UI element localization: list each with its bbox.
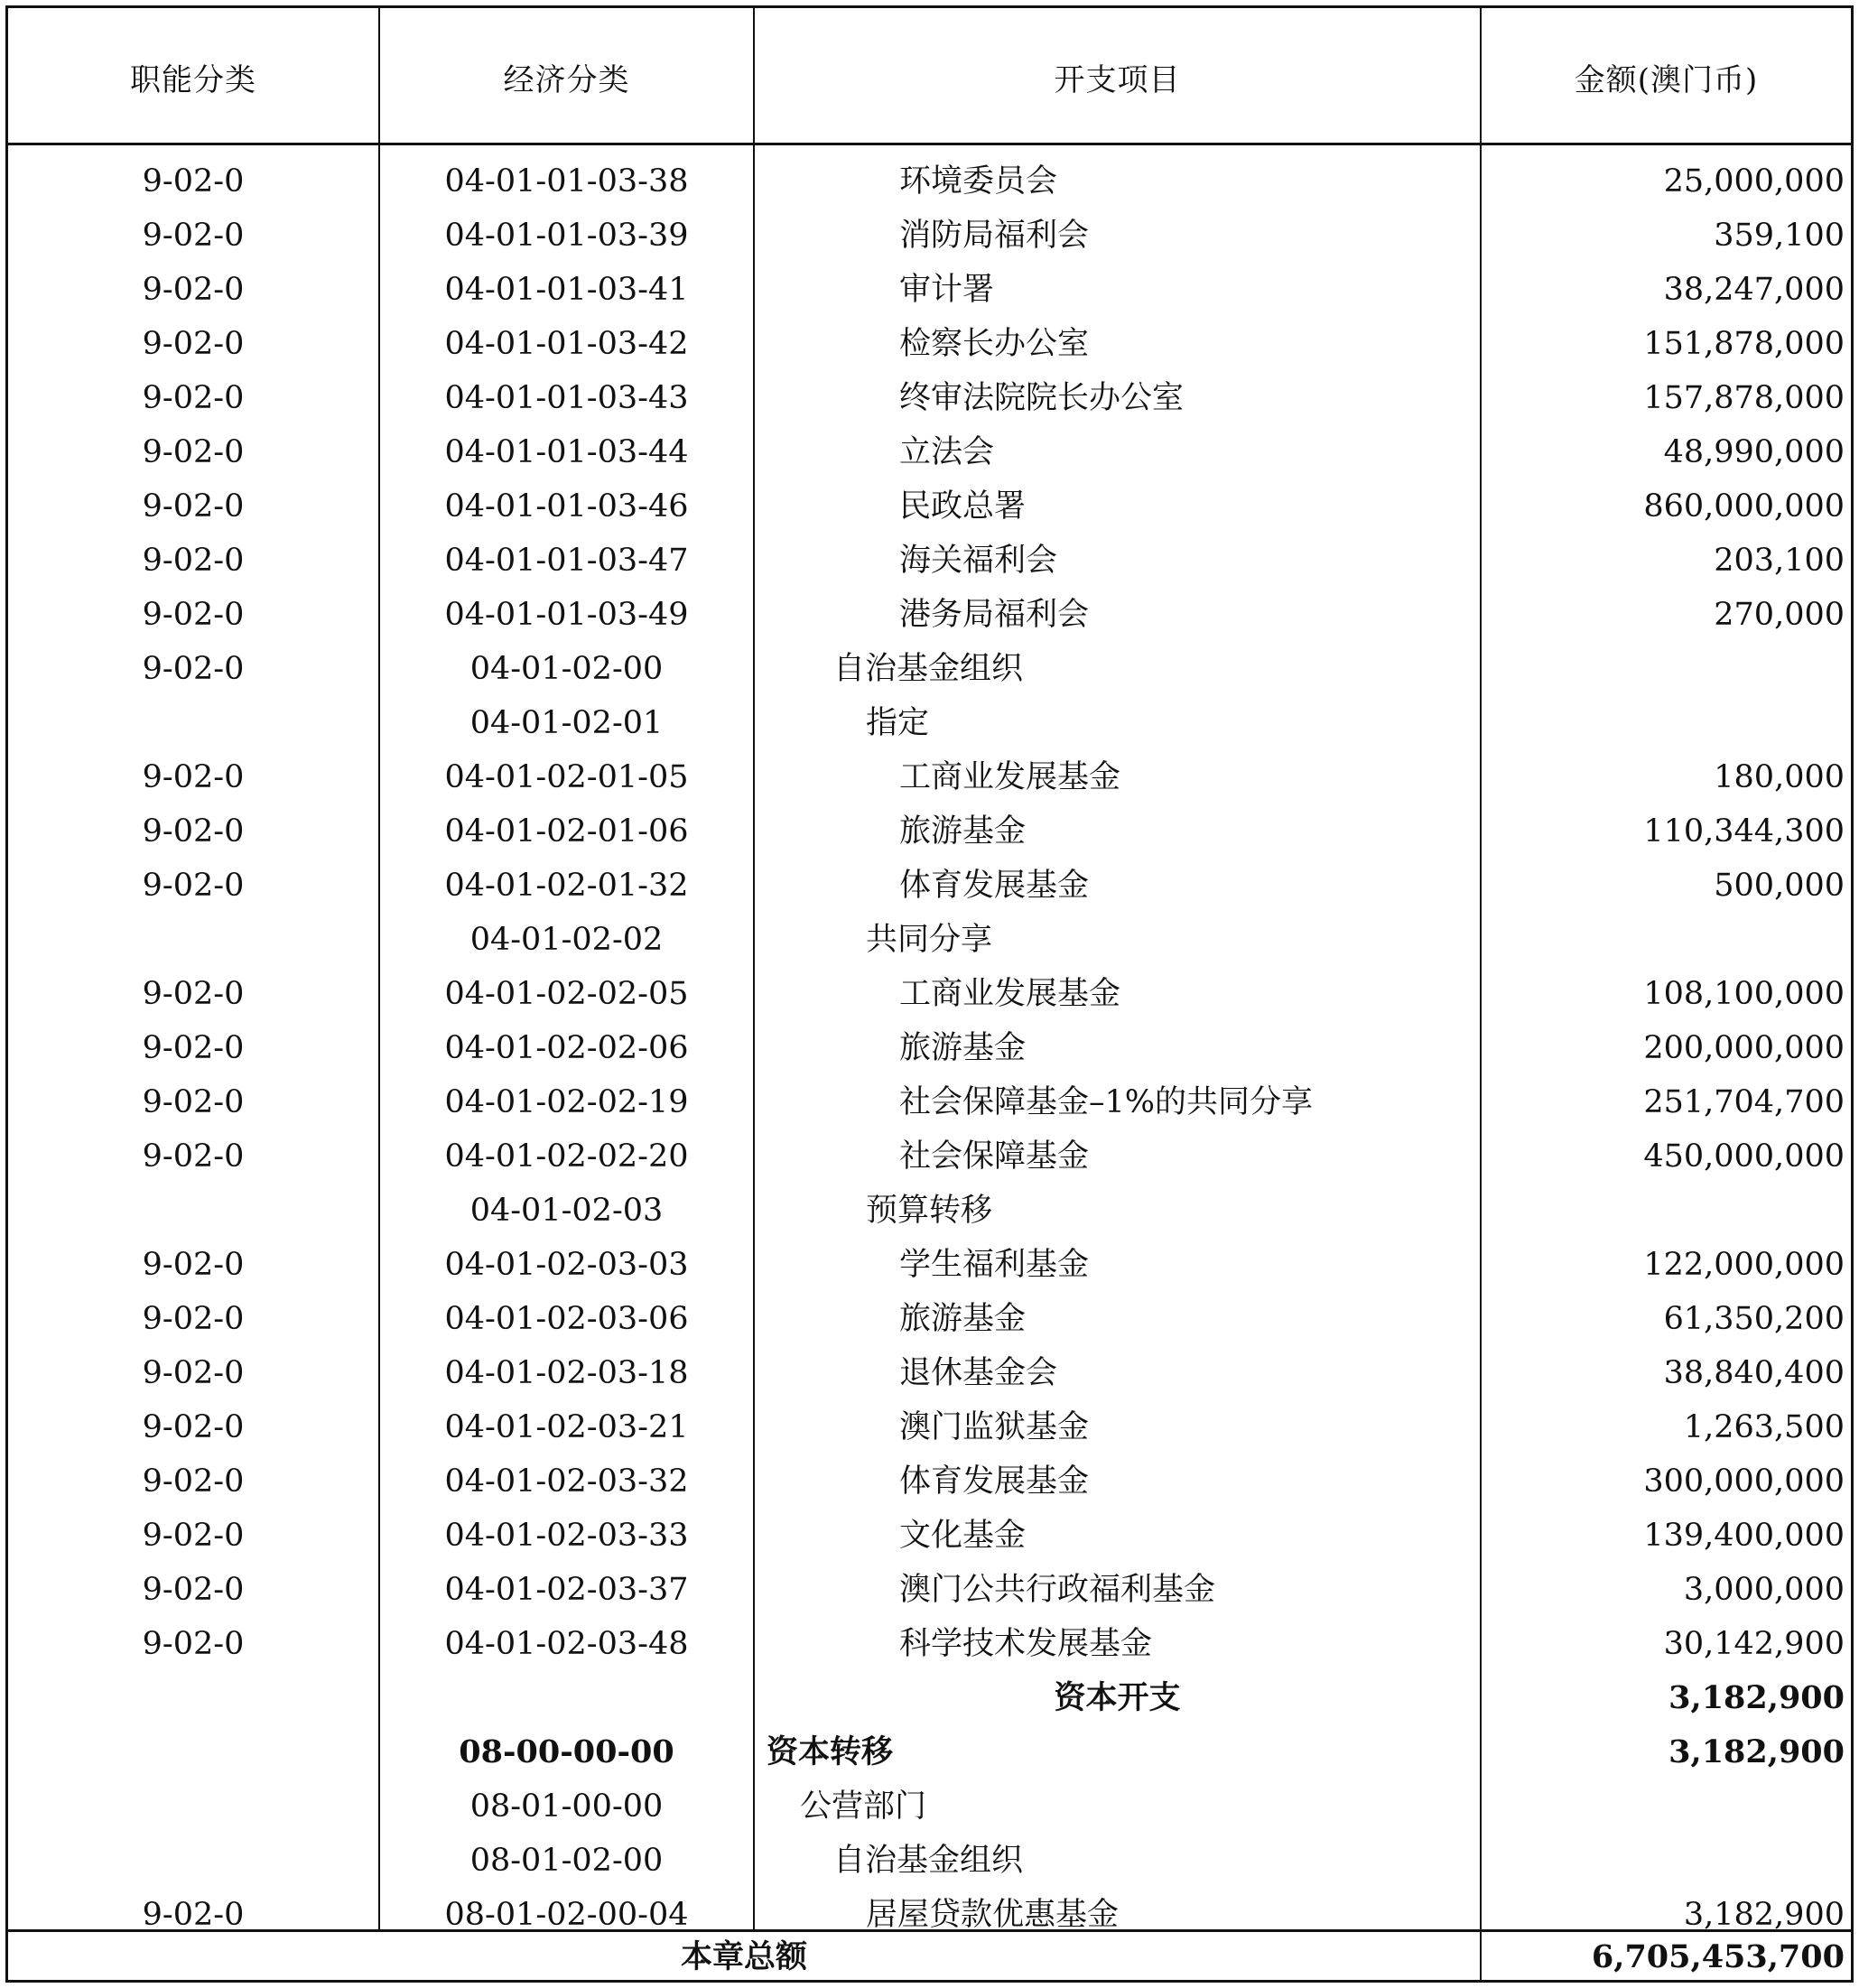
- expense-item: 资本转移: [767, 1733, 894, 1770]
- amount-value: 61,350,200: [1663, 1301, 1845, 1337]
- func-code: 9-02-0: [142, 272, 245, 308]
- table-row: [8, 1021, 1851, 1075]
- amount-value: [1482, 1834, 1848, 1888]
- econ-code: 04-01-02-03-18: [444, 1355, 689, 1391]
- econ-code: [380, 1671, 753, 1725]
- econ-code: 04-01-02-03-03: [444, 1247, 689, 1283]
- func-code: [8, 913, 378, 967]
- total-amount: 6,705,453,700: [1591, 1938, 1845, 1975]
- amount-value: [1482, 913, 1848, 967]
- table-row: [8, 534, 1851, 588]
- table-row: [8, 263, 1851, 317]
- amount-value: 108,100,000: [1643, 976, 1845, 1012]
- expense-item: 预算转移: [866, 1193, 993, 1229]
- expense-item: 社会保障基金: [899, 1138, 1090, 1175]
- amount-value: 3,182,900: [1683, 1897, 1845, 1933]
- econ-code: 04-01-02-01-05: [444, 759, 689, 795]
- econ-code: 04-01-01-03-39: [444, 218, 689, 254]
- table-row: [8, 1238, 1851, 1292]
- expense-item: 退休基金会: [899, 1355, 1058, 1391]
- econ-code: 04-01-01-03-43: [444, 380, 689, 416]
- func-code: 9-02-0: [142, 813, 245, 850]
- expense-item: 文化基金: [899, 1518, 1027, 1554]
- func-code: 9-02-0: [142, 1138, 245, 1175]
- table-row: [8, 371, 1851, 425]
- expense-item: 居屋贷款优惠基金: [866, 1897, 1120, 1933]
- func-code: [8, 1184, 378, 1238]
- econ-code: 04-01-01-03-42: [444, 326, 689, 362]
- func-code: 9-02-0: [142, 1030, 245, 1066]
- amount-value: 157,878,000: [1643, 380, 1845, 416]
- econ-code: 04-01-02-02: [469, 922, 664, 958]
- table-row: [8, 1075, 1851, 1129]
- func-code: [8, 1779, 378, 1834]
- table-row: [8, 1184, 1851, 1238]
- econ-code: 08-01-02-00: [469, 1843, 664, 1879]
- econ-code: 04-01-02-03-37: [444, 1572, 689, 1608]
- expense-item: 港务局福利会: [899, 597, 1090, 633]
- amount-value: 3,182,900: [1668, 1679, 1845, 1716]
- amount-value: 359,100: [1714, 218, 1845, 254]
- header-amount: 金额(澳门币): [1574, 61, 1759, 98]
- func-code: 9-02-0: [142, 1409, 245, 1445]
- expense-item: 环境委员会: [899, 163, 1058, 200]
- amount-value: 38,247,000: [1663, 272, 1845, 308]
- econ-code: 04-01-02-00: [469, 651, 664, 687]
- table-row: [8, 425, 1851, 479]
- func-code: 9-02-0: [142, 1301, 245, 1337]
- econ-code: 04-01-02-03-21: [444, 1409, 689, 1445]
- table-row: [8, 209, 1851, 263]
- func-code: 9-02-0: [142, 1897, 245, 1933]
- header-func-category: 职能分类: [130, 61, 256, 98]
- table-row: [8, 859, 1851, 913]
- amount-value: 110,344,300: [1643, 813, 1845, 850]
- amount-value: [1482, 642, 1848, 696]
- econ-code: 04-01-02-02-19: [444, 1084, 689, 1120]
- expense-item: 工商业发展基金: [899, 976, 1121, 1012]
- econ-code: 04-01-01-03-47: [444, 543, 689, 579]
- econ-code: 04-01-02-03-33: [444, 1518, 689, 1554]
- amount-value: [1482, 1184, 1848, 1238]
- header-expense-item: 开支项目: [1054, 61, 1181, 98]
- table-row: [8, 696, 1851, 750]
- budget-table: [5, 5, 1854, 1983]
- table-row: [8, 913, 1851, 967]
- amount-value: 860,000,000: [1643, 488, 1845, 525]
- econ-code: 04-01-02-01-32: [444, 868, 689, 904]
- func-code: 9-02-0: [142, 1518, 245, 1554]
- func-code: [8, 1834, 378, 1888]
- amount-value: 200,000,000: [1643, 1030, 1845, 1066]
- func-code: 9-02-0: [142, 1355, 245, 1391]
- func-code: 9-02-0: [142, 597, 245, 633]
- func-code: 9-02-0: [142, 1463, 245, 1500]
- amount-value: 300,000,000: [1643, 1463, 1845, 1500]
- amount-value: 151,878,000: [1643, 326, 1845, 362]
- amount-value: [1482, 1779, 1848, 1834]
- header-econ-category: 经济分类: [503, 61, 630, 98]
- expense-item: 共同分享: [866, 922, 993, 958]
- table-row: [8, 1454, 1851, 1509]
- amount-value: 38,840,400: [1663, 1355, 1845, 1391]
- amount-value: [1482, 696, 1848, 750]
- amount-value: 3,000,000: [1683, 1572, 1845, 1608]
- func-code: 9-02-0: [142, 488, 245, 525]
- expense-item: 立法会: [899, 434, 995, 470]
- econ-code: 04-01-02-03-32: [444, 1463, 689, 1500]
- table-row: [8, 1509, 1851, 1563]
- amount-value: 25,000,000: [1663, 163, 1845, 200]
- expense-item: 体育发展基金: [899, 868, 1090, 904]
- func-code: 9-02-0: [142, 163, 245, 200]
- table-row: [8, 1617, 1851, 1671]
- func-code: 9-02-0: [142, 434, 245, 470]
- expense-item: 海关福利会: [899, 543, 1058, 579]
- func-code: 9-02-0: [142, 868, 245, 904]
- econ-code: 04-01-02-02-20: [444, 1138, 689, 1175]
- expense-item: 消防局福利会: [899, 218, 1090, 254]
- econ-code: 08-01-02-00-04: [444, 1897, 689, 1933]
- amount-value: 48,990,000: [1663, 434, 1845, 470]
- table-row: [8, 804, 1851, 859]
- func-code: 9-02-0: [142, 326, 245, 362]
- econ-code: 04-01-01-03-46: [444, 488, 689, 525]
- amount-value: 139,400,000: [1643, 1518, 1845, 1554]
- expense-item: 检察长办公室: [899, 326, 1090, 362]
- expense-item: 科学技术发展基金: [899, 1626, 1153, 1662]
- expense-item: 工商业发展基金: [899, 759, 1121, 795]
- func-code: 9-02-0: [142, 380, 245, 416]
- func-code: 9-02-0: [142, 759, 245, 795]
- table-row: [8, 750, 1851, 804]
- econ-code: 04-01-02-01-06: [444, 813, 689, 850]
- econ-code: 08-01-00-00: [469, 1788, 664, 1825]
- expense-item: 体育发展基金: [899, 1463, 1090, 1500]
- table-row: [8, 1129, 1851, 1184]
- amount-value: 203,100: [1714, 543, 1845, 579]
- expense-item: 澳门公共行政福利基金: [899, 1572, 1216, 1608]
- table-row: [8, 317, 1851, 371]
- expense-item: 学生福利基金: [899, 1247, 1090, 1283]
- table-row: [8, 642, 1851, 696]
- expense-item: 自治基金组织: [833, 651, 1024, 687]
- expense-item: 指定: [866, 705, 930, 741]
- func-code: 9-02-0: [142, 1626, 245, 1662]
- econ-code: 04-01-02-03-06: [444, 1301, 689, 1337]
- total-label: 本章总额: [680, 1938, 807, 1975]
- func-code: [8, 1671, 378, 1725]
- amount-value: 1,263,500: [1683, 1409, 1845, 1445]
- table-row: [8, 154, 1851, 209]
- table-row: [8, 1834, 1851, 1888]
- expense-item: 公营部门: [800, 1788, 927, 1825]
- func-code: 9-02-0: [142, 1247, 245, 1283]
- func-code: 9-02-0: [142, 543, 245, 579]
- expense-item: 终审法院院长办公室: [899, 380, 1185, 416]
- econ-code: 04-01-02-02-06: [444, 1030, 689, 1066]
- table-row: [8, 1725, 1851, 1779]
- amount-value: 3,182,900: [1668, 1733, 1845, 1770]
- amount-value: 500,000: [1714, 868, 1845, 904]
- amount-value: 30,142,900: [1663, 1626, 1845, 1662]
- econ-code: 04-01-01-03-44: [444, 434, 689, 470]
- econ-code: 04-01-02-01: [469, 705, 664, 741]
- expense-item: 社会保障基金–1%的共同分享: [899, 1084, 1314, 1120]
- amount-value: 180,000: [1714, 759, 1845, 795]
- table-row: [8, 1292, 1851, 1346]
- table-row: [8, 479, 1851, 534]
- table-row: [8, 1346, 1851, 1400]
- econ-code: 04-01-01-03-41: [444, 272, 689, 308]
- func-code: 9-02-0: [142, 1084, 245, 1120]
- func-code: 9-02-0: [142, 218, 245, 254]
- table-row: [8, 588, 1851, 642]
- econ-code: 04-01-02-03-48: [444, 1626, 689, 1662]
- amount-value: 450,000,000: [1643, 1138, 1845, 1175]
- econ-code: 08-00-00-00: [459, 1733, 674, 1770]
- table-row: [8, 967, 1851, 1021]
- table-body: [8, 145, 1851, 1933]
- econ-code: 04-01-02-02-05: [444, 976, 689, 1012]
- expense-item: 旅游基金: [899, 813, 1027, 850]
- econ-code: 04-01-01-03-38: [444, 163, 689, 200]
- econ-code: 04-01-02-03: [469, 1193, 664, 1229]
- expense-item: 澳门监狱基金: [899, 1409, 1090, 1445]
- amount-value: 122,000,000: [1643, 1247, 1845, 1283]
- func-code: 9-02-0: [142, 976, 245, 1012]
- amount-value: 270,000: [1714, 597, 1845, 633]
- expense-item: 旅游基金: [899, 1030, 1027, 1066]
- expense-item: 旅游基金: [899, 1301, 1027, 1337]
- expense-item: 审计署: [899, 272, 995, 308]
- func-code: [8, 696, 378, 750]
- func-code: [8, 1725, 378, 1779]
- econ-code: 04-01-01-03-49: [444, 597, 689, 633]
- func-code: 9-02-0: [142, 651, 245, 687]
- table-row: [8, 1400, 1851, 1454]
- table-row: [8, 1563, 1851, 1617]
- table-row: [8, 1671, 1851, 1725]
- amount-value: 251,704,700: [1643, 1084, 1845, 1120]
- table-row: [8, 1779, 1851, 1834]
- func-code: 9-02-0: [142, 1572, 245, 1608]
- expense-item: 自治基金组织: [833, 1843, 1024, 1879]
- table-header: [8, 8, 1851, 145]
- expense-item: 民政总署: [899, 488, 1027, 525]
- expense-item: 资本开支: [1054, 1679, 1181, 1716]
